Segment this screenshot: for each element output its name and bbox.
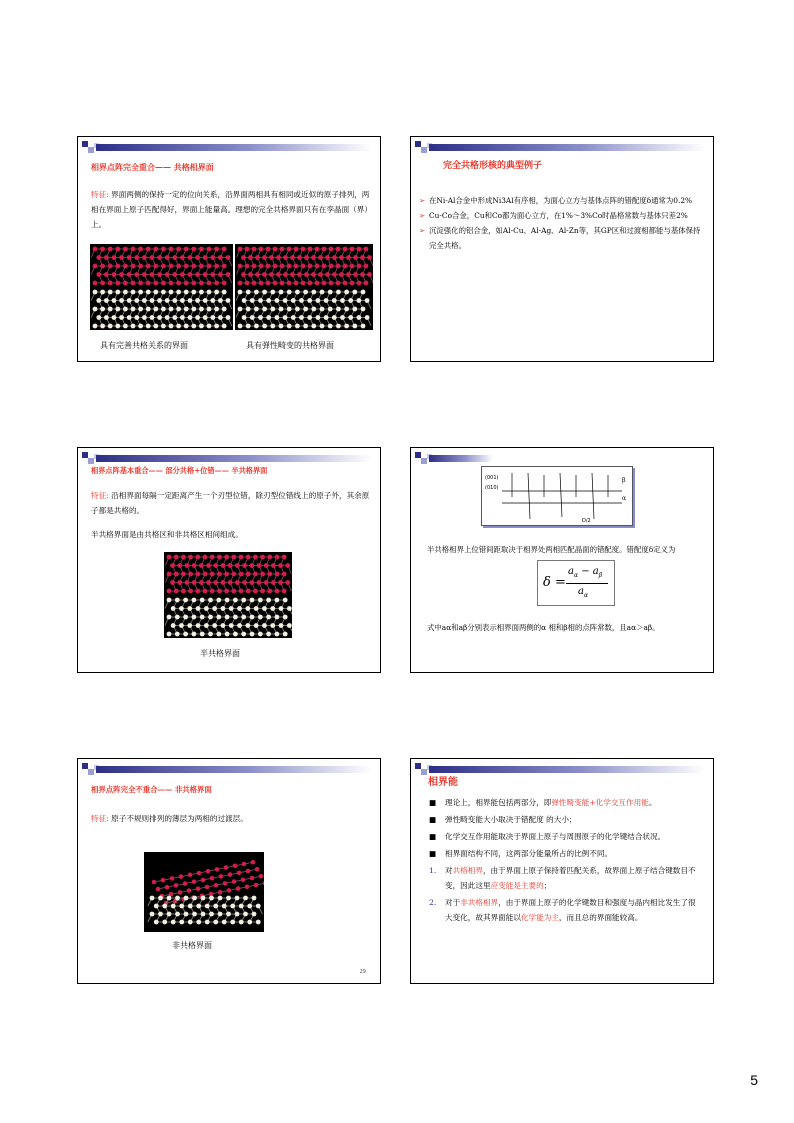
title-bar bbox=[96, 766, 372, 773]
page-number: 5 bbox=[750, 1072, 758, 1088]
square-bullet-icon: ■ bbox=[429, 849, 437, 858]
list-item: 2. 对于非共格相界，由于界面上原子的化学键数目和强度与晶内相比发生了很大变化，故其界面能以化学能为主，而且总的界面能较高。 bbox=[427, 895, 703, 925]
square-bullet-icon: ■ bbox=[429, 815, 437, 824]
feature-label: 特征: bbox=[91, 190, 109, 199]
lattice-constant-note: 式中aα和aβ分别表示相界面两侧的α 相和β相的点阵常数，且aα＞aβ。 bbox=[427, 623, 660, 632]
slide-incoherent-interface bbox=[77, 758, 381, 984]
alpha-label: α bbox=[622, 495, 627, 502]
slide-interface-energy bbox=[410, 758, 714, 984]
plane-label-001: (001) bbox=[485, 475, 499, 481]
incoherent-lattice-image bbox=[144, 852, 264, 932]
square-bullet-icon: ■ bbox=[429, 798, 437, 807]
energy-bullet-list bbox=[427, 795, 703, 925]
coherent-lattice-image bbox=[90, 244, 233, 330]
example-item: ➢ Cu-Co合金，Cu和Co都为面心立方，在1%～3%Co时晶格常数与基体只差2% bbox=[419, 208, 704, 223]
caption-perfect-coherent: 具有完善共格关系的界面 bbox=[100, 341, 188, 350]
feature-label: 特征: bbox=[91, 814, 109, 823]
slide-coherent-interface bbox=[77, 136, 381, 362]
caption-semicoherent: 半共格界面 bbox=[200, 649, 240, 658]
plane-label-010: (010) bbox=[485, 485, 499, 491]
list-item: ■ 相界面结构不同，这两部分能量所占的比例不同。 bbox=[427, 846, 703, 861]
feature-text: 沿相界面每隔一定距离产生一个刃型位错，除刃型位错线上的原子外，其余原子都是共格的。 bbox=[91, 491, 370, 515]
slide-title: 相界能 bbox=[428, 777, 458, 788]
slide-coherent-examples bbox=[410, 136, 714, 362]
feature-text: 原子不规则排列的薄层为两相的过渡层。 bbox=[111, 814, 248, 823]
slide-body-text bbox=[91, 488, 371, 518]
title-bar bbox=[96, 455, 372, 462]
list-item: ■ 化学交互作用能取决于界面上原子与周围原子的化学键结合状况。 bbox=[427, 829, 703, 844]
slide-misfit-definition bbox=[410, 447, 714, 673]
example-item: ➢ 沉淀强化的铝合金，如Al-Cu、Al-Ag、Al-Zn等，其GP区和过渡相都能与基体保持完全共格。 bbox=[419, 223, 704, 253]
beta-label: β bbox=[622, 477, 626, 484]
semicoherent-lattice-image bbox=[164, 552, 292, 638]
semicoherent-note: 半共格界面是由共格区和非共格区相间组成。 bbox=[91, 530, 243, 539]
example-item: ➢ 在Ni-Al合金中形成Ni3Al有序相，为面心立方与基体点阵的错配度δ通常为0.2% bbox=[419, 193, 704, 208]
slide-title: 完全共格形核的典型例子 bbox=[443, 161, 543, 171]
list-number: 1. bbox=[429, 866, 437, 875]
caption-incoherent: 非共格界面 bbox=[172, 941, 212, 950]
slide-number: 29 bbox=[359, 969, 366, 975]
slide-body-text bbox=[91, 187, 371, 232]
list-item: ■ 理论上，相界能包括两部分，即弹性畸变能+化学交互作用能。 bbox=[427, 795, 703, 810]
arrow-bullet-icon: ➢ bbox=[419, 211, 426, 220]
title-bar bbox=[429, 144, 705, 151]
slide-body-text bbox=[91, 811, 371, 826]
feature-label: 特征: bbox=[91, 491, 109, 500]
misfit-text: 半共格相界上位错间距取决于相界处两相匹配晶面的错配度。错配度δ定义为 bbox=[427, 545, 676, 554]
arrow-bullet-icon: ➢ bbox=[419, 226, 426, 235]
slide-title: 相界点阵完全不重合—— 非共格界面 bbox=[91, 785, 212, 794]
square-bullet-icon: ■ bbox=[429, 832, 437, 841]
list-number: 2. bbox=[429, 898, 437, 907]
arrow-bullet-icon: ➢ bbox=[419, 196, 426, 205]
strained-lattice-image bbox=[235, 244, 373, 330]
slide-semicoherent-interface bbox=[77, 447, 381, 673]
list-item: ■ 弹性畸变能大小取决于错配度 的大小； bbox=[427, 812, 703, 827]
spacing-label: D/2 bbox=[582, 518, 591, 524]
slide-title: 相界点阵基本重合—— 部分共格+位错—— 半共格界面 bbox=[91, 466, 268, 475]
dislocation-spacing-diagram bbox=[481, 466, 633, 526]
list-item: 1. 对共格相界，由于界面上原子保持着匹配关系，故界面上原子结合键数目不变，因此这里应变能是主要的； bbox=[427, 863, 703, 893]
title-bar bbox=[429, 766, 705, 773]
title-bar bbox=[96, 144, 372, 151]
misfit-formula: δ = $a_\alpha - a_\beta$ $a_\alpha$ bbox=[537, 560, 615, 606]
title-bar bbox=[429, 455, 493, 462]
caption-strained-coherent: 具有弹性畸变的共格界面 bbox=[246, 341, 334, 350]
slide-title: 相界点阵完全重合—— 共格相界面 bbox=[91, 162, 214, 172]
feature-text: 界面两侧的保持一定的位向关系，沿界面两相具有相同或近似的原子排列，两相在界面上原子匹配得好，界面上能量高。理想的完全共格界面只有在孪晶面（界）上。 bbox=[91, 190, 370, 229]
examples-list bbox=[419, 193, 704, 253]
